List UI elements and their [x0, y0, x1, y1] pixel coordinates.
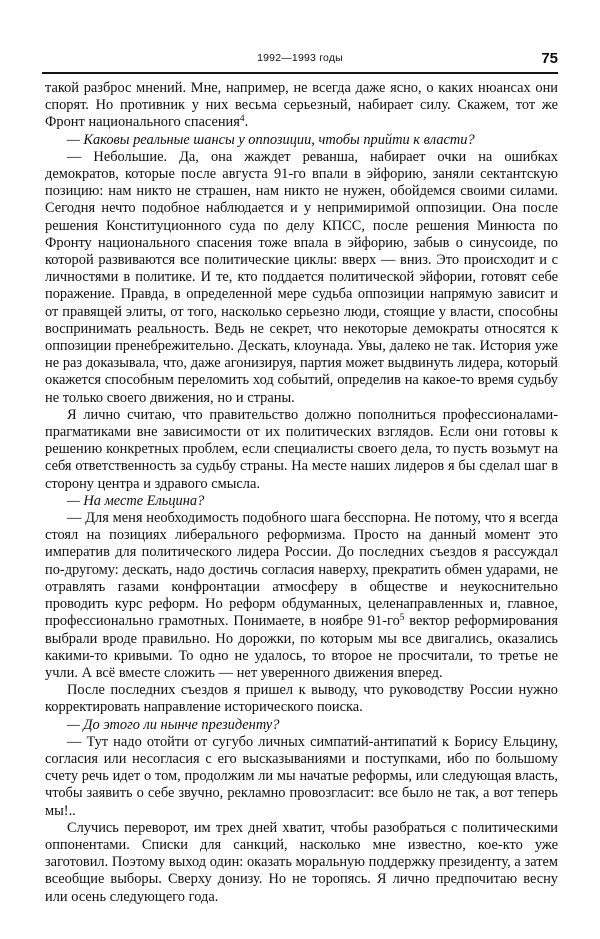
header-rule-divider	[42, 72, 558, 74]
running-head-title: 1992—1993 годы	[257, 52, 343, 64]
paragraph-1-text: такой разброс мнений. Мне, например, не всегда даже ясно, о каких нюансах они спорят. Но противник у них весьма серьезный, набирает силу. Скажем, тот же Фронт национального спасения	[45, 80, 558, 131]
paragraph-6: — Тут надо отойти от сугубо личных симпатий-антипатий к Борису Ельцину, согласия или несогласия с его высказываниями и поступками, ибо по большому счету речь идет о том, продолжим ли мы начатые реформы, или следующая власть, чтобы заявить о себе звучно, рекламно провозгласит: все было не так, а вот теперь мы!..	[45, 733, 558, 819]
paragraph-7: Случись переворот, им трех дней хватит, чтобы разобраться с политическими оппонентами. Списки для санкций, насколько мне известно, кое-кто уже заготовил. Поэтому выход один: оказать моральную поддержку президенту, а затем всеобщие выборы. Сверху донизу. Но не торопясь. Я лично предпочитаю весну или осень следующего года.	[45, 819, 558, 905]
paragraph-4-part-a: — Для меня необходимость подобного шага бесспорна. Не потому, что я всегда стоял на позициях либерального реформизма. Просто на данный момент это императив для политического лидера России. До последних съездов я рассуждал по-другому: дескать, надо достичь согласия наверху, прекратить обмен ударами, не отравлять газами конфронтации атмосферу в обществе и неукоснительно проводить курс реформ. Но реформ обдуманных, целенаправленных и, главное, профессионально грамотных. Понимаете, в ноябре 91-го	[45, 510, 558, 630]
paragraph-4-part-b: вектор реформирования выбрали вроде правильно. Но дорожки, по которым мы все двигались, оказались какими-то кривыми. То одно не удалось, то второе не просчитали, то третье не учли. А всё вместе сложить — нет уверенного движения вперед.	[45, 613, 558, 681]
paragraph-5: После последних съездов я пришел к выводу, что руководству России нужно корректировать направление исторического поиска.	[45, 682, 558, 716]
question-line-1: — Каковы реальные шансы у оппозиции, чтобы прийти к власти?	[67, 131, 475, 148]
paragraph-1-tail: .	[244, 114, 249, 131]
paragraph-4	[45, 510, 558, 682]
running-head	[42, 52, 558, 74]
paragraph-2: — Небольшие. Да, она жаждет реванша, набирает очки на ошибках демократов, которые после августа 91-го впали в эйфорию, заняли сектантскую позицию: нам никто не страшен, нам никто не нужен, обойдемся своими силами. Сегодня нечто подобное наблюдается и у непримиримой оппозиции. Она после решения Конституционного суда по делу КПСС, после решения Минюста по Фронту национального спасения тоже впала в эйфорию, забыв о синусоиде, по которой развиваются все политические циклы: вверх — вниз. Это происходит и с личностями в политике. И те, кто поддается политической эйфории, готовят себе поражение. Правда, в определенной мере судьба оппозиции напрямую зависит и от правящей элиты, от того, насколько серьезно люди, стоящие у власти, способны воспринимать реальность. Ведь не секрет, что некоторые демократы относятся к оппозиции пренебрежительно. Дескать, клоунада. Увы, далеко не так. История уже не раз доказывала, что, даже агонизируя, партия может выдвинуть лидера, который окажется способным переломить ход событий, определив на какое-то время судьбу не только своего движения, но и страны.	[45, 148, 558, 406]
page-number: 75	[541, 50, 558, 67]
question-line-3: — До этого ли нынче президенту?	[67, 716, 280, 733]
body-text-column	[45, 80, 558, 906]
paragraph-3: Я лично считаю, что правительство должно пополниться профессионалами-прагматиками вне зависимости от их политических взглядов. Если они готовы к решению конкретных проблем, если специалисты своего дела, то пусть возьмут на себя ответственность за судьбу страны. На месте наших лидеров я бы сделал шаг в сторону центра и здравого смысла.	[45, 406, 558, 492]
footnote-marker-5: 5	[399, 613, 405, 624]
paragraph-1	[45, 80, 558, 132]
footnote-marker-4: 4	[239, 114, 245, 125]
question-line-2: — На месте Ельцина?	[67, 492, 205, 509]
